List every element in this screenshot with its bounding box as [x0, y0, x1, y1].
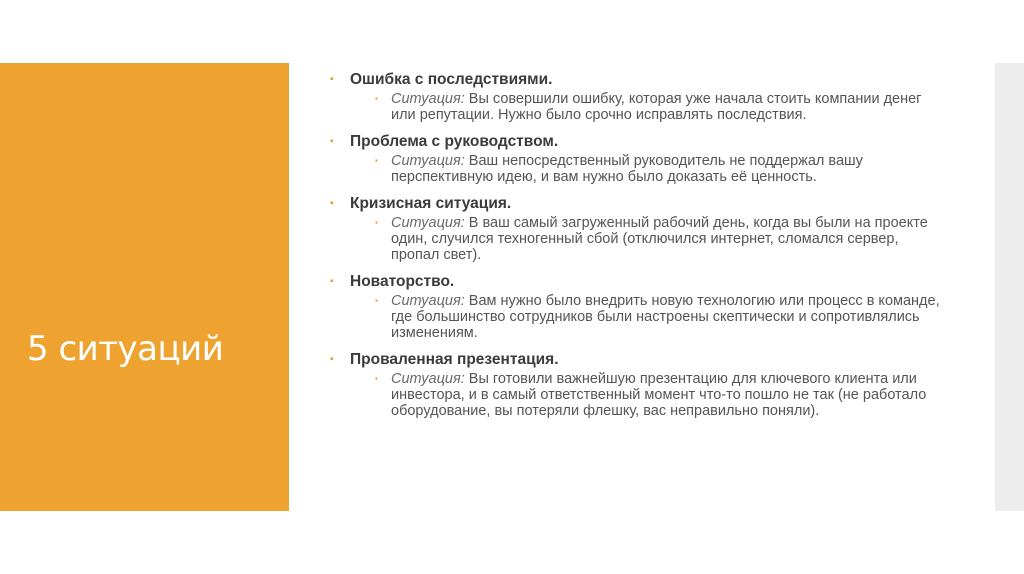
situations-list: [323, 70, 983, 428]
item-heading: ▪ Новаторство.: [330, 273, 455, 290]
item-description: [323, 91, 983, 123]
situation-label: Ситуация:: [391, 215, 465, 231]
sub-bullet-icon: ▪: [375, 218, 378, 227]
situation-label: Ситуация:: [391, 371, 465, 387]
list-item: [323, 272, 983, 341]
bullet-icon: ▪: [330, 74, 334, 85]
bullet-icon: ▪: [330, 136, 334, 147]
sub-bullet-icon: ▪: [375, 156, 378, 165]
right-edge-strip: [995, 63, 1024, 511]
situation-label: Ситуация:: [391, 293, 465, 309]
slide-title: 5 ситуаций: [27, 329, 224, 369]
item-description: [323, 215, 983, 263]
list-item: [323, 194, 983, 263]
situation-text: Вы совершили ошибку, которая уже начала стоить компании денег или репутации. Нужно было срочно исправлять последствия.: [391, 91, 922, 123]
list-item: [323, 70, 983, 123]
situation-text: Ваш непосредственный руководитель не поддержал вашу перспективную идею, и вам нужно было доказать её ценность.: [391, 153, 863, 185]
item-heading: ▪ Ошибка с последствиями.: [330, 71, 553, 88]
situation-text: Вам нужно было внедрить новую технологию или процесс в команде, где большинство сотрудников были настроены скептически и сопротивлялись изменениям.: [391, 293, 940, 341]
situation-label: Ситуация:: [391, 91, 465, 107]
situation-label: Ситуация:: [391, 153, 465, 169]
list-item: [323, 132, 983, 185]
sub-bullet-icon: ▪: [375, 94, 378, 103]
list-item: [323, 350, 983, 419]
situation-text: Вы готовили важнейшую презентацию для ключевого клиента или инвестора, и в самый ответственный момент что-то пошло не так (не работало оборудование, вы потеряли флешку, вас неправильно поняли).: [391, 371, 927, 419]
bullet-icon: ▪: [330, 354, 334, 365]
item-description: [323, 371, 983, 419]
bullet-icon: ▪: [330, 198, 334, 209]
bullet-icon: ▪: [330, 276, 334, 287]
sub-bullet-icon: ▪: [375, 374, 378, 383]
sub-bullet-icon: ▪: [375, 296, 378, 305]
situation-text: В ваш самый загруженный рабочий день, когда вы были на проекте один, случился техногенный сбой (отключился интернет, сломался сервер, пропал свет).: [391, 215, 928, 263]
item-heading: ▪ Проваленная презентация.: [330, 351, 559, 368]
item-heading: ▪ Проблема с руководством.: [330, 133, 559, 150]
item-description: [323, 293, 983, 341]
item-description: [323, 153, 983, 185]
title-panel: [0, 63, 289, 511]
item-heading: ▪ Кризисная ситуация.: [330, 195, 512, 212]
